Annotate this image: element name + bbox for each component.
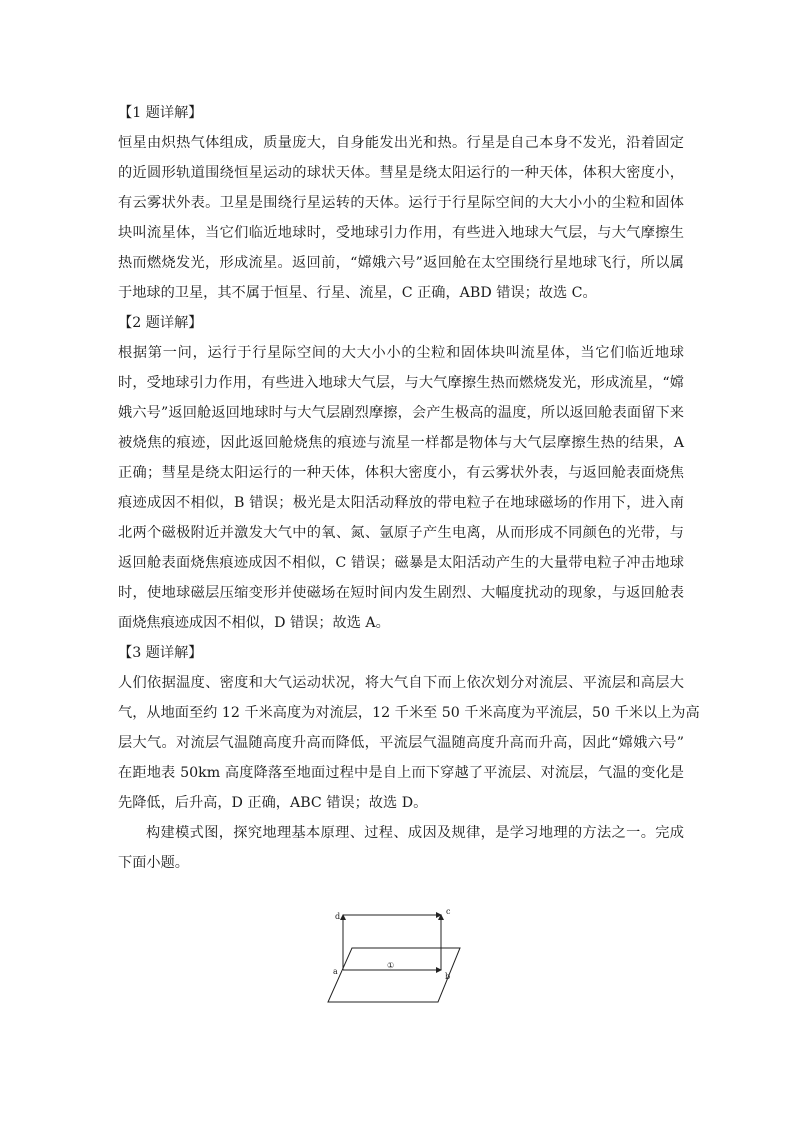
label-c: c — [446, 907, 451, 916]
paragraph-line: 正确；彗星是绕太阳运行的一种天体，体积大密度小，有云雾状外表，与返回舱表面烧焦 — [118, 465, 684, 481]
paragraph-line: 面烧焦痕迹成因不相似，D 错误；故选 A。 — [118, 615, 390, 631]
paragraph-line: 返回舱表面烧焦痕迹成因不相似，C 错误；磁暴是太阳活动产生的大量带电粒子冲击地球 — [118, 555, 684, 571]
paragraph-line: 有云雾状外表。卫星是围绕行星运转的天体。运行于行星际空间的大大小小的尘粒和固体 — [118, 195, 684, 211]
paragraph-line: 块叫流星体，当它们临近地球时，受地球引力作用，有些进入地球大气层，与大气摩擦生 — [118, 225, 684, 241]
paragraph-line: 时，使地球磁层压缩变形并使磁场在短时间内发生剧烈、大幅度扰动的现象，与返回舱表 — [118, 585, 684, 601]
section-1 — [118, 98, 684, 308]
paragraph-line: 痕迹成因不相似，B 错误；极光是太阳活动释放的带电粒子在地球磁场的作用下，进入南 — [118, 495, 684, 511]
paragraph-line: 先降低，后升高，D 正确，ABC 错误；故选 D。 — [118, 795, 428, 811]
paragraph-line: 人们依据温度、密度和大气运动状况，将大气自下而上依次划分对流层、平流层和高层大 — [118, 675, 684, 691]
paragraph-line: 娥六号”返回舱返回地球时与大气层剧烈摩擦，会产生极高的温度，所以返回舱表面留下来 — [118, 405, 684, 421]
plane-parallelogram — [328, 948, 460, 1002]
paragraph-line: 被烧焦的痕迹，因此返回舱烧焦的痕迹与流星一样都是物体与大气层摩擦生热的结果，A — [118, 435, 684, 451]
paragraph-line: 层大气。对流层气温随高度升高而降低，平流层气温随高度升高而升高，因此“嫦娥六号” — [118, 735, 684, 751]
paragraph-line: 热而燃烧发光，形成流星。返回前，“嫦娥六号”返回舱在太空围绕行星地球飞行，所以属 — [118, 255, 684, 271]
label-d: d — [335, 912, 341, 921]
label-circled-1: ① — [387, 961, 395, 970]
paragraph-line: 北两个磁极附近并激发大气中的氧、氮、氩原子产生电离，从而形成不同颜色的光带，与 — [118, 525, 684, 541]
intro-line: 下面小题。 — [118, 855, 189, 871]
model-diagram — [320, 906, 470, 1006]
paragraph-line: 恒星由炽热气体组成，质量庞大，自身能发出光和热。行星是自己本身不发光，沿着固定 — [118, 135, 684, 151]
intro-paragraph — [118, 818, 684, 878]
section-heading: 【2 题详解】 — [118, 315, 203, 331]
label-a: a — [333, 967, 338, 976]
label-b: b — [445, 972, 451, 981]
section-2 — [118, 308, 684, 638]
document-body — [118, 98, 700, 878]
paragraph-line: 根据第一问，运行于行星际空间的大大小小的尘粒和固体块叫流星体，当它们临近地球 — [118, 345, 684, 361]
paragraph-line: 时，受地球引力作用，有些进入地球大气层，与大气摩擦生热而燃烧发光，形成流星，“嫦 — [118, 375, 684, 391]
paragraph-line: 于地球的卫星，其不属于恒星、行星、流星，C 正确，ABD 错误；故选 C。 — [118, 285, 597, 301]
section-heading: 【1 题详解】 — [118, 105, 203, 121]
paragraph-line: 气，从地面至约 12 千米高度为对流层，12 千米至 50 千米高度为平流层，50 千米以上为高 — [118, 705, 700, 721]
section-3 — [118, 638, 700, 818]
intro-line: 构建模式图，探究地理基本原理、过程、成因及规律，是学习地理的方法之一。完成 — [146, 825, 684, 841]
section-heading: 【3 题详解】 — [118, 645, 203, 661]
paragraph-line: 在距地表 50km 高度降落至地面过程中是自上而下穿越了平流层、对流层，气温的变化是 — [118, 765, 684, 781]
paragraph-line: 的近圆形轨道围绕恒星运动的球状天体。彗星是绕太阳运行的一种天体，体积大密度小， — [118, 165, 684, 181]
